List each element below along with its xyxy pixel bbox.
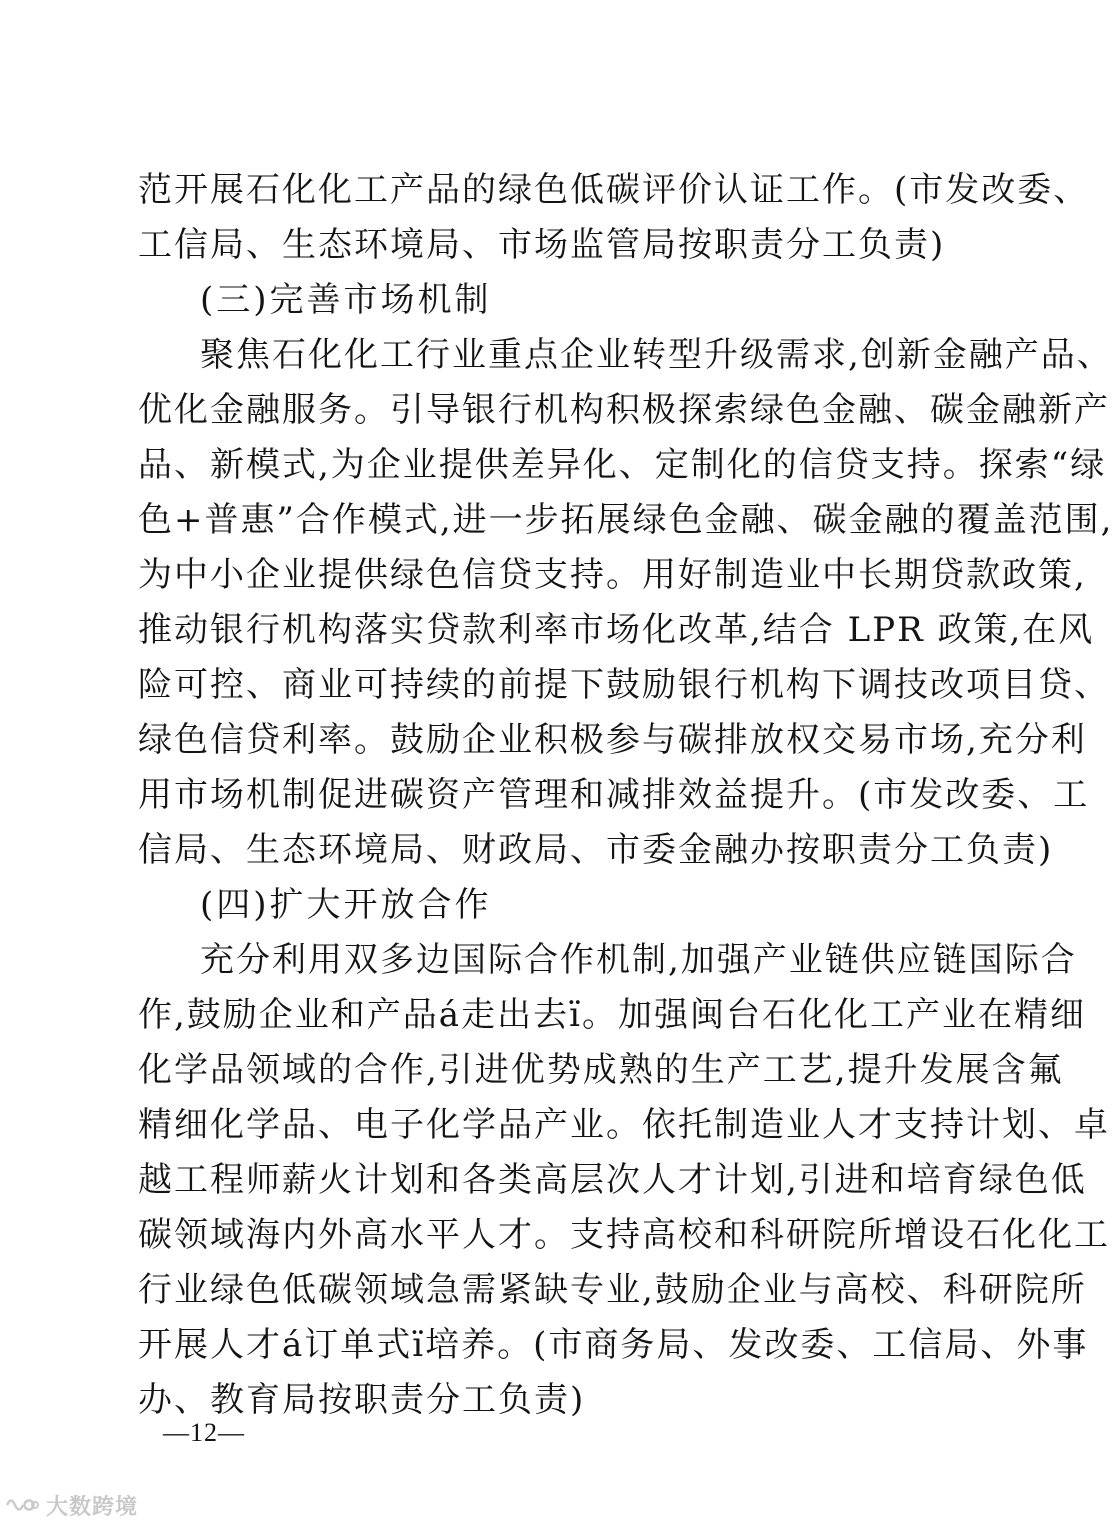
section-heading-4: (四)扩大开放合作: [200, 885, 492, 925]
wechat-channel-logo-icon: [4, 1493, 40, 1517]
paragraph-line: 信局、生态环境局、财政局、市委金融办按职责分工负责): [138, 830, 1054, 870]
paragraph-line: 用市场机制促进碳资产管理和减排效益提升。(市发改委、工: [138, 775, 1090, 815]
paragraph-line: 工信局、生态环境局、市场监管局按职责分工负责): [138, 225, 946, 265]
watermark: [4, 1490, 138, 1520]
paragraph-line: 行业绿色低碳领域急需紧缺专业,鼓励企业与高校、科研院所: [138, 1270, 1087, 1310]
paragraph-line: 办、教育局按职责分工负责): [138, 1380, 586, 1420]
page-number: —12—: [163, 1418, 245, 1447]
paragraph-line: 精细化学品、电子化学品产业。依托制造业人才支持计划、卓: [138, 1105, 1110, 1145]
paragraph-line: 品、新模式,为企业提供差异化、定制化的信贷支持。探索“绿: [138, 445, 1107, 485]
paragraph-line: 聚焦石化化工行业重点企业转型升级需求,创新金融产品、: [200, 335, 1113, 375]
paragraph-line: 化学品领域的合作,引进优势成熟的生产工艺,提升发展含氟: [138, 1050, 1064, 1090]
paragraph-line: 范开展石化化工产品的绿色低碳评价认证工作。(市发改委、: [138, 170, 1090, 210]
paragraph-line: 险可控、商业可持续的前提下鼓励银行机构下调技改项目贷、: [138, 665, 1110, 705]
paragraph-line: 越工程师薪火计划和各类高层次人才计划,引进和培育绿色低: [138, 1160, 1087, 1200]
paragraph-line: 优化金融服务。引导银行机构积极探索绿色金融、碳金融新产: [138, 390, 1110, 430]
paragraph-line: 色+普惠”合作模式,进一步拓展绿色金融、碳金融的覆盖范围,: [138, 500, 1113, 540]
paragraph-line: 碳领域海内外高水平人才。支持高校和科研院所增设石化化工: [138, 1215, 1110, 1255]
paragraph-line: 绿色信贷利率。鼓励企业积极参与碳排放权交易市场,充分利: [138, 720, 1087, 760]
paragraph-line: 作,鼓励企业和产品á走出去ï。加强闽台石化化工产业在精细: [138, 995, 1086, 1035]
watermark-text: 大数跨境: [46, 1494, 139, 1520]
paragraph-line: 开展人才á订单式ï培养。(市商务局、发改委、工信局、外事: [138, 1325, 1089, 1365]
section-heading-3: (三)完善市场机制: [200, 280, 492, 320]
paragraph-line: 为中小企业提供绿色信贷支持。用好制造业中长期贷款政策,: [138, 555, 1087, 595]
paragraph-line: 充分利用双多边国际合作机制,加强产业链供应链国际合: [200, 940, 1077, 980]
paragraph-line: 推动银行机构落实贷款利率市场化改革,结合 LPR 政策,在风: [138, 610, 1095, 650]
